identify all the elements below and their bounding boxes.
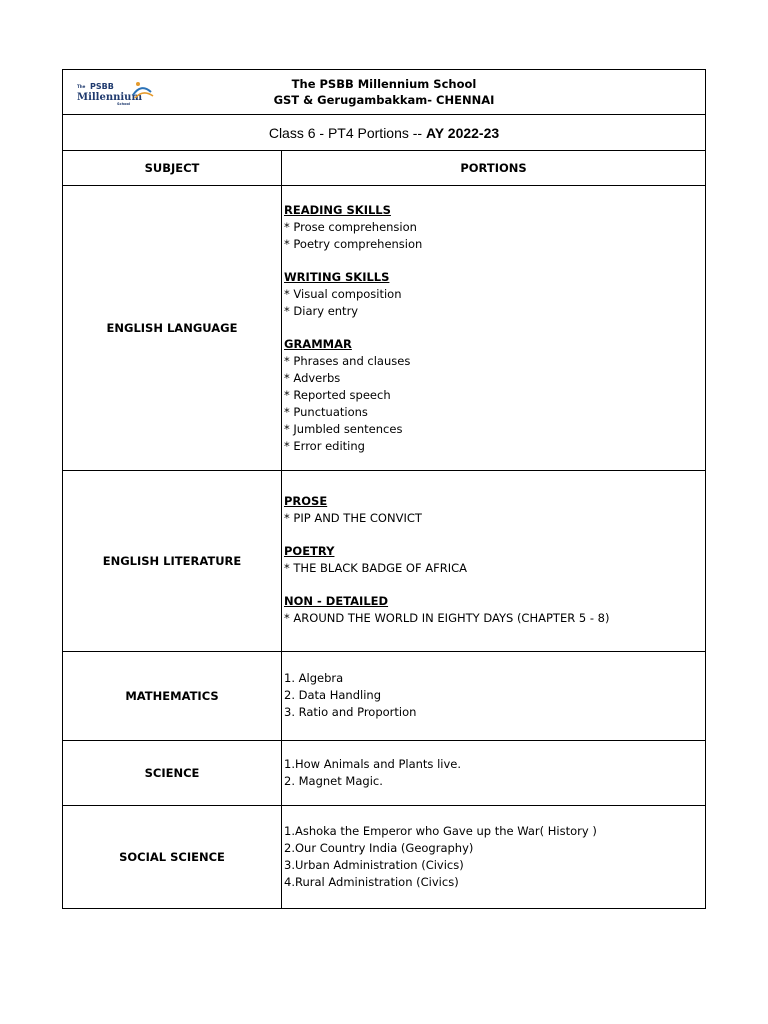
subject-cell: SCIENCE xyxy=(63,741,282,806)
list-item: 4.Rural Administration (Civics) xyxy=(284,875,459,889)
list-item: 3. Ratio and Proportion xyxy=(284,705,417,719)
title-row xyxy=(63,115,706,151)
list-item: * Jumbled sentences xyxy=(284,422,403,436)
list-item: * Visual composition xyxy=(284,287,402,301)
list-item: * Adverbs xyxy=(284,371,341,385)
subject-cell: ENGLISH LANGUAGE xyxy=(63,186,282,471)
list-item: * Poetry comprehension xyxy=(284,237,423,251)
column-header-row xyxy=(63,151,706,186)
list-item: * Phrases and clauses xyxy=(284,354,411,368)
list-item: * Prose comprehension xyxy=(284,220,417,234)
title-prefix: Class 6 - PT4 Portions -- xyxy=(268,124,426,141)
list-item: * THE BLACK BADGE OF AFRICA xyxy=(284,561,467,575)
list-item: * Punctuations xyxy=(284,405,368,419)
section-title: READING SKILLS xyxy=(284,203,391,217)
section-title: NON - DETAILED xyxy=(284,594,389,608)
portions-cell xyxy=(282,741,706,806)
list-item: 3.Urban Administration (Civics) xyxy=(284,858,464,872)
logo-millennium: Millennium xyxy=(77,92,143,103)
table-row xyxy=(63,652,706,741)
list-item: 2.Our Country India (Geography) xyxy=(284,841,474,855)
portions-cell xyxy=(282,652,706,741)
list-item: 1. Algebra xyxy=(284,671,344,685)
list-item: 2. Magnet Magic. xyxy=(284,774,383,788)
list-item: * AROUND THE WORLD IN EIGHTY DAYS (CHAPTER 5 - 8) xyxy=(284,611,610,625)
section-title: WRITING SKILLS xyxy=(284,270,390,284)
subject-header: SUBJECT xyxy=(63,151,282,186)
portions-header: PORTIONS xyxy=(282,151,706,186)
list-item: 1.Ashoka the Emperor who Gave up the War( History ) xyxy=(284,824,597,838)
table-row xyxy=(63,806,706,909)
school-logo xyxy=(75,79,155,107)
school-location: GST & Gerugambakkam- CHENNAI xyxy=(273,93,495,107)
logo-school: School xyxy=(117,102,131,106)
subject-cell: ENGLISH LITERATURE xyxy=(63,471,282,652)
list-item: 1.How Animals and Plants live. xyxy=(284,757,461,771)
list-item: * Error editing xyxy=(284,439,365,453)
portions-cell xyxy=(282,471,706,652)
school-name: The PSBB Millennium School xyxy=(291,77,477,91)
subject-cell: SOCIAL SCIENCE xyxy=(63,806,282,909)
logo-the: The xyxy=(77,84,86,89)
header-row xyxy=(63,70,706,115)
table-row xyxy=(63,186,706,471)
page-title xyxy=(63,115,706,151)
list-item: * Reported speech xyxy=(284,388,391,402)
logo-psbb: PSBB xyxy=(90,82,114,91)
portions-cell xyxy=(282,186,706,471)
table-row xyxy=(63,741,706,806)
section-title: GRAMMAR xyxy=(284,337,352,351)
subject-cell: MATHEMATICS xyxy=(63,652,282,741)
list-item: 2. Data Handling xyxy=(284,688,382,702)
section-title: POETRY xyxy=(284,544,335,558)
section-title: PROSE xyxy=(284,494,328,508)
portions-cell xyxy=(282,806,706,909)
school-header xyxy=(63,70,706,115)
logo-dot-icon xyxy=(136,82,140,86)
list-item: * Diary entry xyxy=(284,304,359,318)
title-ay: AY 2022-23 xyxy=(425,124,500,141)
table-row xyxy=(63,471,706,652)
list-item: * PIP AND THE CONVICT xyxy=(284,511,422,525)
portions-table xyxy=(62,69,706,909)
